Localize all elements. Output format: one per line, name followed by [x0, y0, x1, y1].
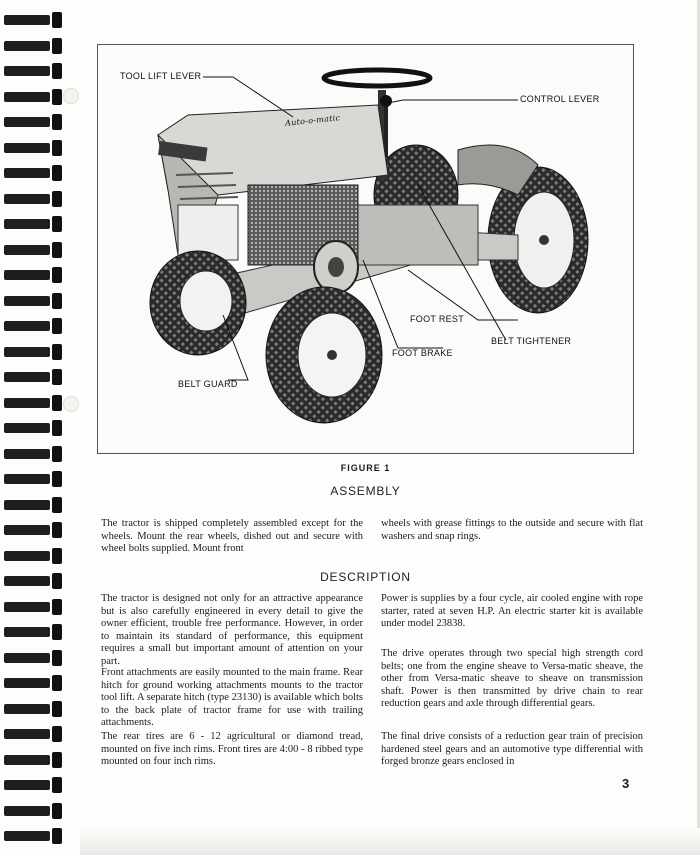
binding-ring: [4, 12, 62, 28]
binding-ring: [4, 675, 62, 691]
hood-emblem: Auto-o-matic: [284, 113, 341, 128]
assembly-text-left: The tractor is shipped completely assembled except for the wheels. Mount the rear wheels, dished out and secure with wheel bolts supplied. Mount front: [101, 518, 363, 555]
page-bottom-shadow: [80, 828, 700, 855]
binding-ring: [4, 650, 62, 666]
tractor-hood: [158, 105, 388, 265]
binding-ring: [4, 624, 62, 640]
description-text-left-2: Front attachments are easily mounted to the main frame. Rear hitch for ground working attachments mounts to the tractor tool lift. A separate hitch (type 23130) is available which bolts to the back plate of tractor frame for use with trailing attachments.: [101, 667, 363, 729]
label-foot-rest: FOOT REST: [410, 314, 465, 324]
description-text-left-3: The rear tires are 6 - 12 agricultural or diamond tread, mounted on five inch rims. Front tires are 4:00 - 8 ribbed type mounted on four inch rims.: [101, 731, 363, 768]
binding-ring: [4, 318, 62, 334]
binding-ring: [4, 777, 62, 793]
binding-ring: [4, 89, 62, 105]
description-text-right-2: The drive operates through two special high strength cord belts; one from the engine sheave to Versa-matic sheave, the other from Versa-matic sheave to sheave on transmission shaft. Power is then transmitted by drive chain to rear reduction gears and axle through differential gears.: [381, 648, 643, 710]
binding-ring: [4, 752, 62, 768]
binding-ring: [4, 522, 62, 538]
label-belt-guard: BELT GUARD: [178, 379, 238, 389]
binding-ring: [4, 63, 62, 79]
binding-ring: [4, 267, 62, 283]
punch-hole: [63, 396, 79, 412]
binding-ring: [4, 803, 62, 819]
binding-ring: [4, 497, 62, 513]
binding-ring: [4, 191, 62, 207]
binding-ring: [4, 344, 62, 360]
binding-ring: [4, 140, 62, 156]
assembly-text-right: wheels with grease fittings to the outside and secure with flat washers and snap rings.: [381, 518, 643, 542]
binding-ring: [4, 242, 62, 258]
label-control-lever: CONTROL LEVER: [520, 94, 600, 104]
binding-ring: [4, 573, 62, 589]
page-number: 3: [622, 776, 630, 791]
binding-ring: [4, 471, 62, 487]
binding-ring: [4, 114, 62, 130]
binding-ring: [4, 293, 62, 309]
figure-1-illustration: [97, 44, 634, 454]
heading-assembly: ASSEMBLY: [330, 484, 401, 498]
binding-ring: [4, 701, 62, 717]
heading-description: DESCRIPTION: [320, 570, 411, 584]
binding-ring: [4, 548, 62, 564]
binding-ring: [4, 599, 62, 615]
label-tool-lift-lever: TOOL LIFT LEVER: [120, 71, 202, 81]
binding-ring: [4, 38, 62, 54]
figure-caption: FIGURE 1: [340, 463, 391, 473]
punch-hole: [63, 88, 79, 104]
front-wheel-left: [150, 251, 246, 355]
binding-ring: [4, 369, 62, 385]
label-belt-tightener: BELT TIGHTENER: [491, 336, 572, 346]
front-wheel-right: [266, 287, 382, 423]
binding-ring: [4, 420, 62, 436]
binding-ring: [4, 216, 62, 232]
description-text-left-1: The tractor is designed not only for an attractive appearance but is also carefully engineered in every detail to give the owner efficient, trouble free performance. However, in order to maintain its standard of performance, this equipment requires a small but important amount of attention on your part.: [101, 593, 363, 667]
label-foot-brake: FOOT BRAKE: [392, 348, 453, 358]
binding-ring: [4, 446, 62, 462]
spiral-binding: [0, 0, 80, 855]
binding-ring: [4, 726, 62, 742]
description-text-right-1: Power is supplies by a four cycle, air cooled engine with rope starter, rated at seven H.P. An electric starter kit is available under model 23838.: [381, 593, 643, 630]
description-text-right-3: The final drive consists of a reduction gear train of precision hardened steel gears and an automotive type differential with forged bronze gears enclosed in: [381, 731, 643, 768]
binding-ring: [4, 165, 62, 181]
tractor-drawing: [98, 45, 633, 453]
binding-ring: [4, 828, 62, 844]
binding-ring: [4, 395, 62, 411]
